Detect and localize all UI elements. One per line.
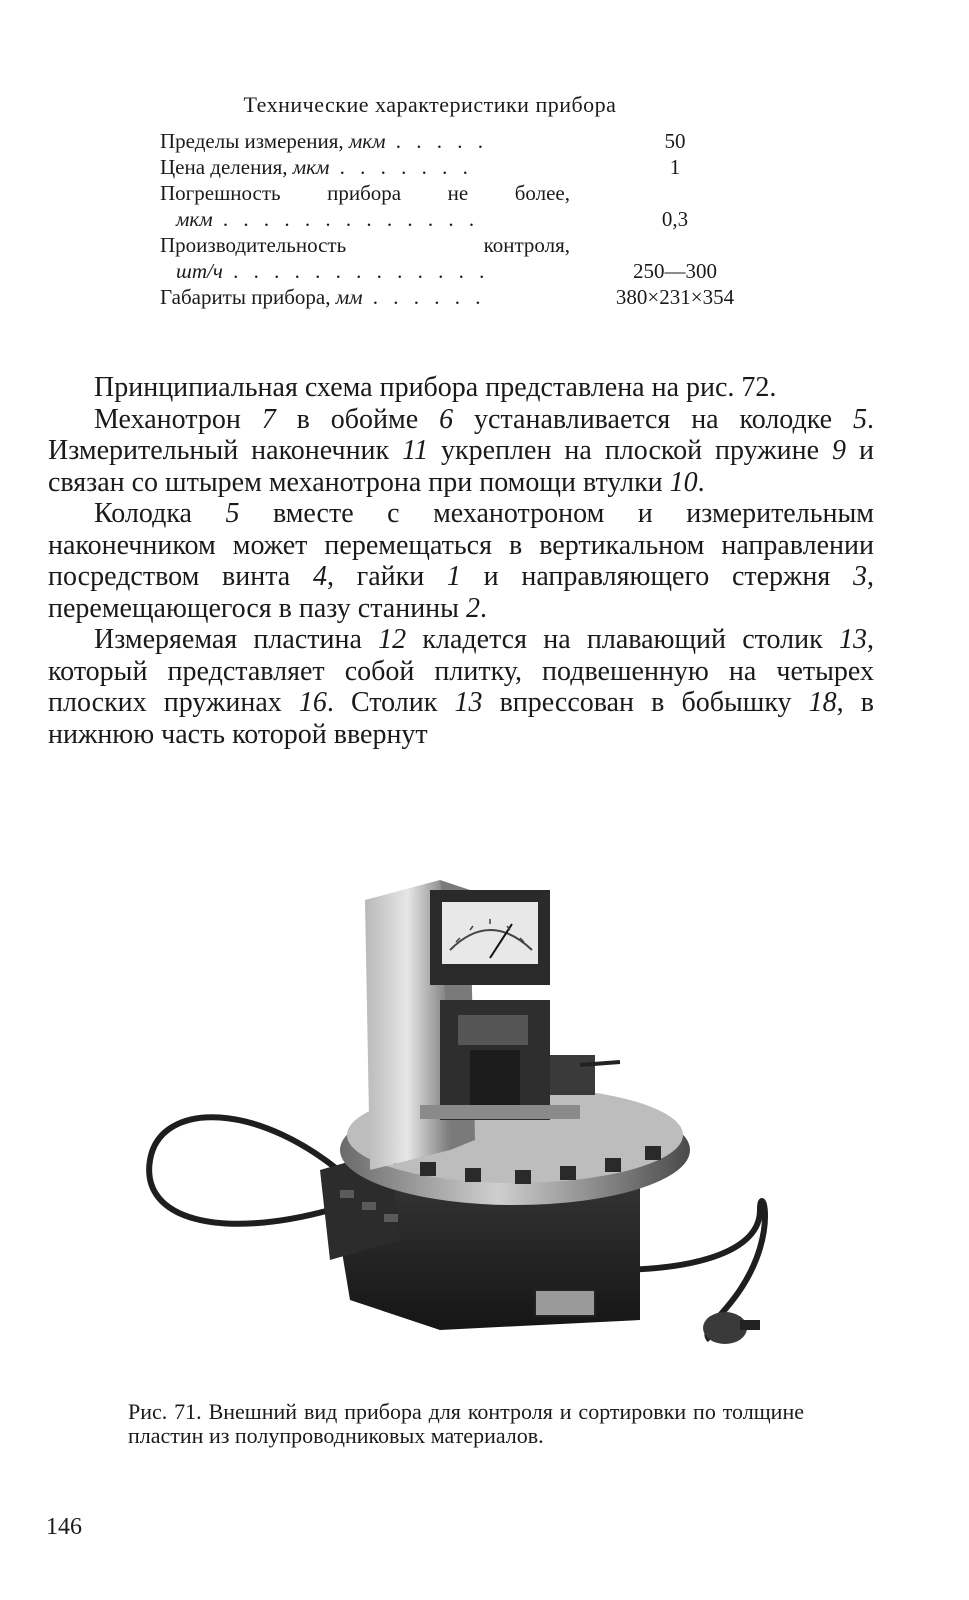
spec-title: Технические характеристики прибора xyxy=(243,92,617,117)
spec-row-error xyxy=(160,180,780,232)
text-run: , гайки xyxy=(326,561,447,592)
paragraph-3 xyxy=(48,498,874,624)
spec-word: прибора xyxy=(327,181,402,205)
spec-row-dimensions xyxy=(160,284,780,310)
ref-number: 12 xyxy=(378,624,407,655)
body-text xyxy=(48,372,874,750)
spec-row-throughput xyxy=(160,232,780,284)
spec-label-line xyxy=(160,180,570,206)
spec-dots: . . . . . . . . . . . . . xyxy=(212,207,480,231)
spec-value: 0,3 xyxy=(661,207,689,231)
spec-dots: . . . . . xyxy=(385,129,488,153)
spec-value: 250—300 xyxy=(633,259,717,283)
spec-dots: . . . . . . . xyxy=(329,155,473,179)
page-number: 146 xyxy=(46,1514,82,1540)
spec-word: не xyxy=(447,181,469,205)
spec-unit: мм xyxy=(335,285,363,309)
spec-word: более, xyxy=(514,181,570,205)
ref-number: 11 xyxy=(402,435,429,466)
spec-value: 50 xyxy=(664,129,686,153)
ref-number: 9 xyxy=(832,435,847,466)
ref-number: 4 xyxy=(312,561,327,592)
spec-label-line xyxy=(160,232,570,258)
spec-label xyxy=(160,128,570,154)
text-run: . xyxy=(697,466,705,498)
ref-number: 2 xyxy=(465,592,480,624)
text-run: . Измерительный наконечник xyxy=(48,403,874,466)
text-run: . Столик xyxy=(326,687,455,718)
spec-label-text: Пределы измерения, xyxy=(160,129,349,153)
spec-word: контроля, xyxy=(483,233,570,257)
ref-number: 18 xyxy=(808,687,837,718)
figure-caption: Рис. 71. Внешний вид прибора для контроля и сортировки по толщине пластин из полупроводниковых материалов. xyxy=(128,1399,804,1448)
spec-label-line xyxy=(160,258,570,284)
text-run: , который представляет собой плитку, подвешенную на четырех плоских пружинах xyxy=(48,624,874,718)
paragraph-1: Принципиальная схема прибора представлена на рис. 72. xyxy=(94,372,777,403)
spec-word: Погрешность xyxy=(160,181,281,205)
spec-value: 380×231×354 xyxy=(615,285,735,309)
ref-number: 13 xyxy=(839,624,867,655)
spec-table xyxy=(160,128,780,310)
text-run: . xyxy=(479,592,487,624)
text-run: вместе с механотроном и измерительным наконечником может перемещаться в вертикальном направлении посредством винта xyxy=(48,498,874,592)
spec-dots: . . . . . . xyxy=(362,285,486,309)
spec-label xyxy=(160,284,570,310)
spec-label xyxy=(160,232,570,284)
paragraph-2 xyxy=(48,404,874,499)
ref-number: 3 xyxy=(853,561,867,592)
ref-number: 16 xyxy=(298,687,327,718)
text-run: , перемещающегося в пазу станины xyxy=(48,561,874,624)
ref-number: 5 xyxy=(225,498,240,529)
text-run: впрессован в бобышку xyxy=(482,687,809,718)
spec-row-division xyxy=(160,154,780,180)
text-run: Механотрон xyxy=(94,403,262,435)
spec-label-text: Цена деления, xyxy=(160,155,293,179)
text-run: и направляющего стержня xyxy=(460,561,853,592)
spec-value: 1 xyxy=(669,155,681,179)
spec-label-text: Габариты прибора, xyxy=(160,285,336,309)
meter-dial xyxy=(442,902,538,964)
spec-label xyxy=(160,180,570,232)
text-run: , в нижнюю часть которой ввернут xyxy=(48,687,874,750)
spec-unit: мкм xyxy=(292,155,330,179)
ref-number: 6 xyxy=(439,403,454,435)
text-run: кладется на плавающий столик xyxy=(406,624,839,655)
spec-unit: мкм xyxy=(348,129,386,153)
text-run: Колодка xyxy=(94,498,226,529)
spec-dots: . . . . . . . . . . . . . xyxy=(222,259,490,283)
spec-label xyxy=(160,154,570,180)
text-run: устанавливается на колодке xyxy=(453,403,853,435)
device-photo xyxy=(140,850,830,1370)
ref-number: 1 xyxy=(446,561,461,592)
ref-number: 7 xyxy=(261,403,276,435)
text-run: укреплен на плоской пружине xyxy=(428,435,833,466)
text-run: Измеряемая пластина xyxy=(94,624,379,655)
paragraph-4 xyxy=(48,624,874,750)
cable-left xyxy=(149,1117,350,1224)
ref-number: 10 xyxy=(669,466,698,498)
spec-word: Производительность xyxy=(160,233,347,257)
text-run: в обойме xyxy=(275,403,440,435)
ref-number: 13 xyxy=(454,687,483,718)
spec-unit: мкм xyxy=(176,207,213,231)
ref-number: 5 xyxy=(853,403,867,435)
spec-row-range xyxy=(160,128,780,154)
text-run: и связан со штырем механотрона при помощи втулки xyxy=(48,435,874,498)
spec-label-line xyxy=(160,206,570,232)
spec-unit: шт/ч xyxy=(176,259,223,283)
